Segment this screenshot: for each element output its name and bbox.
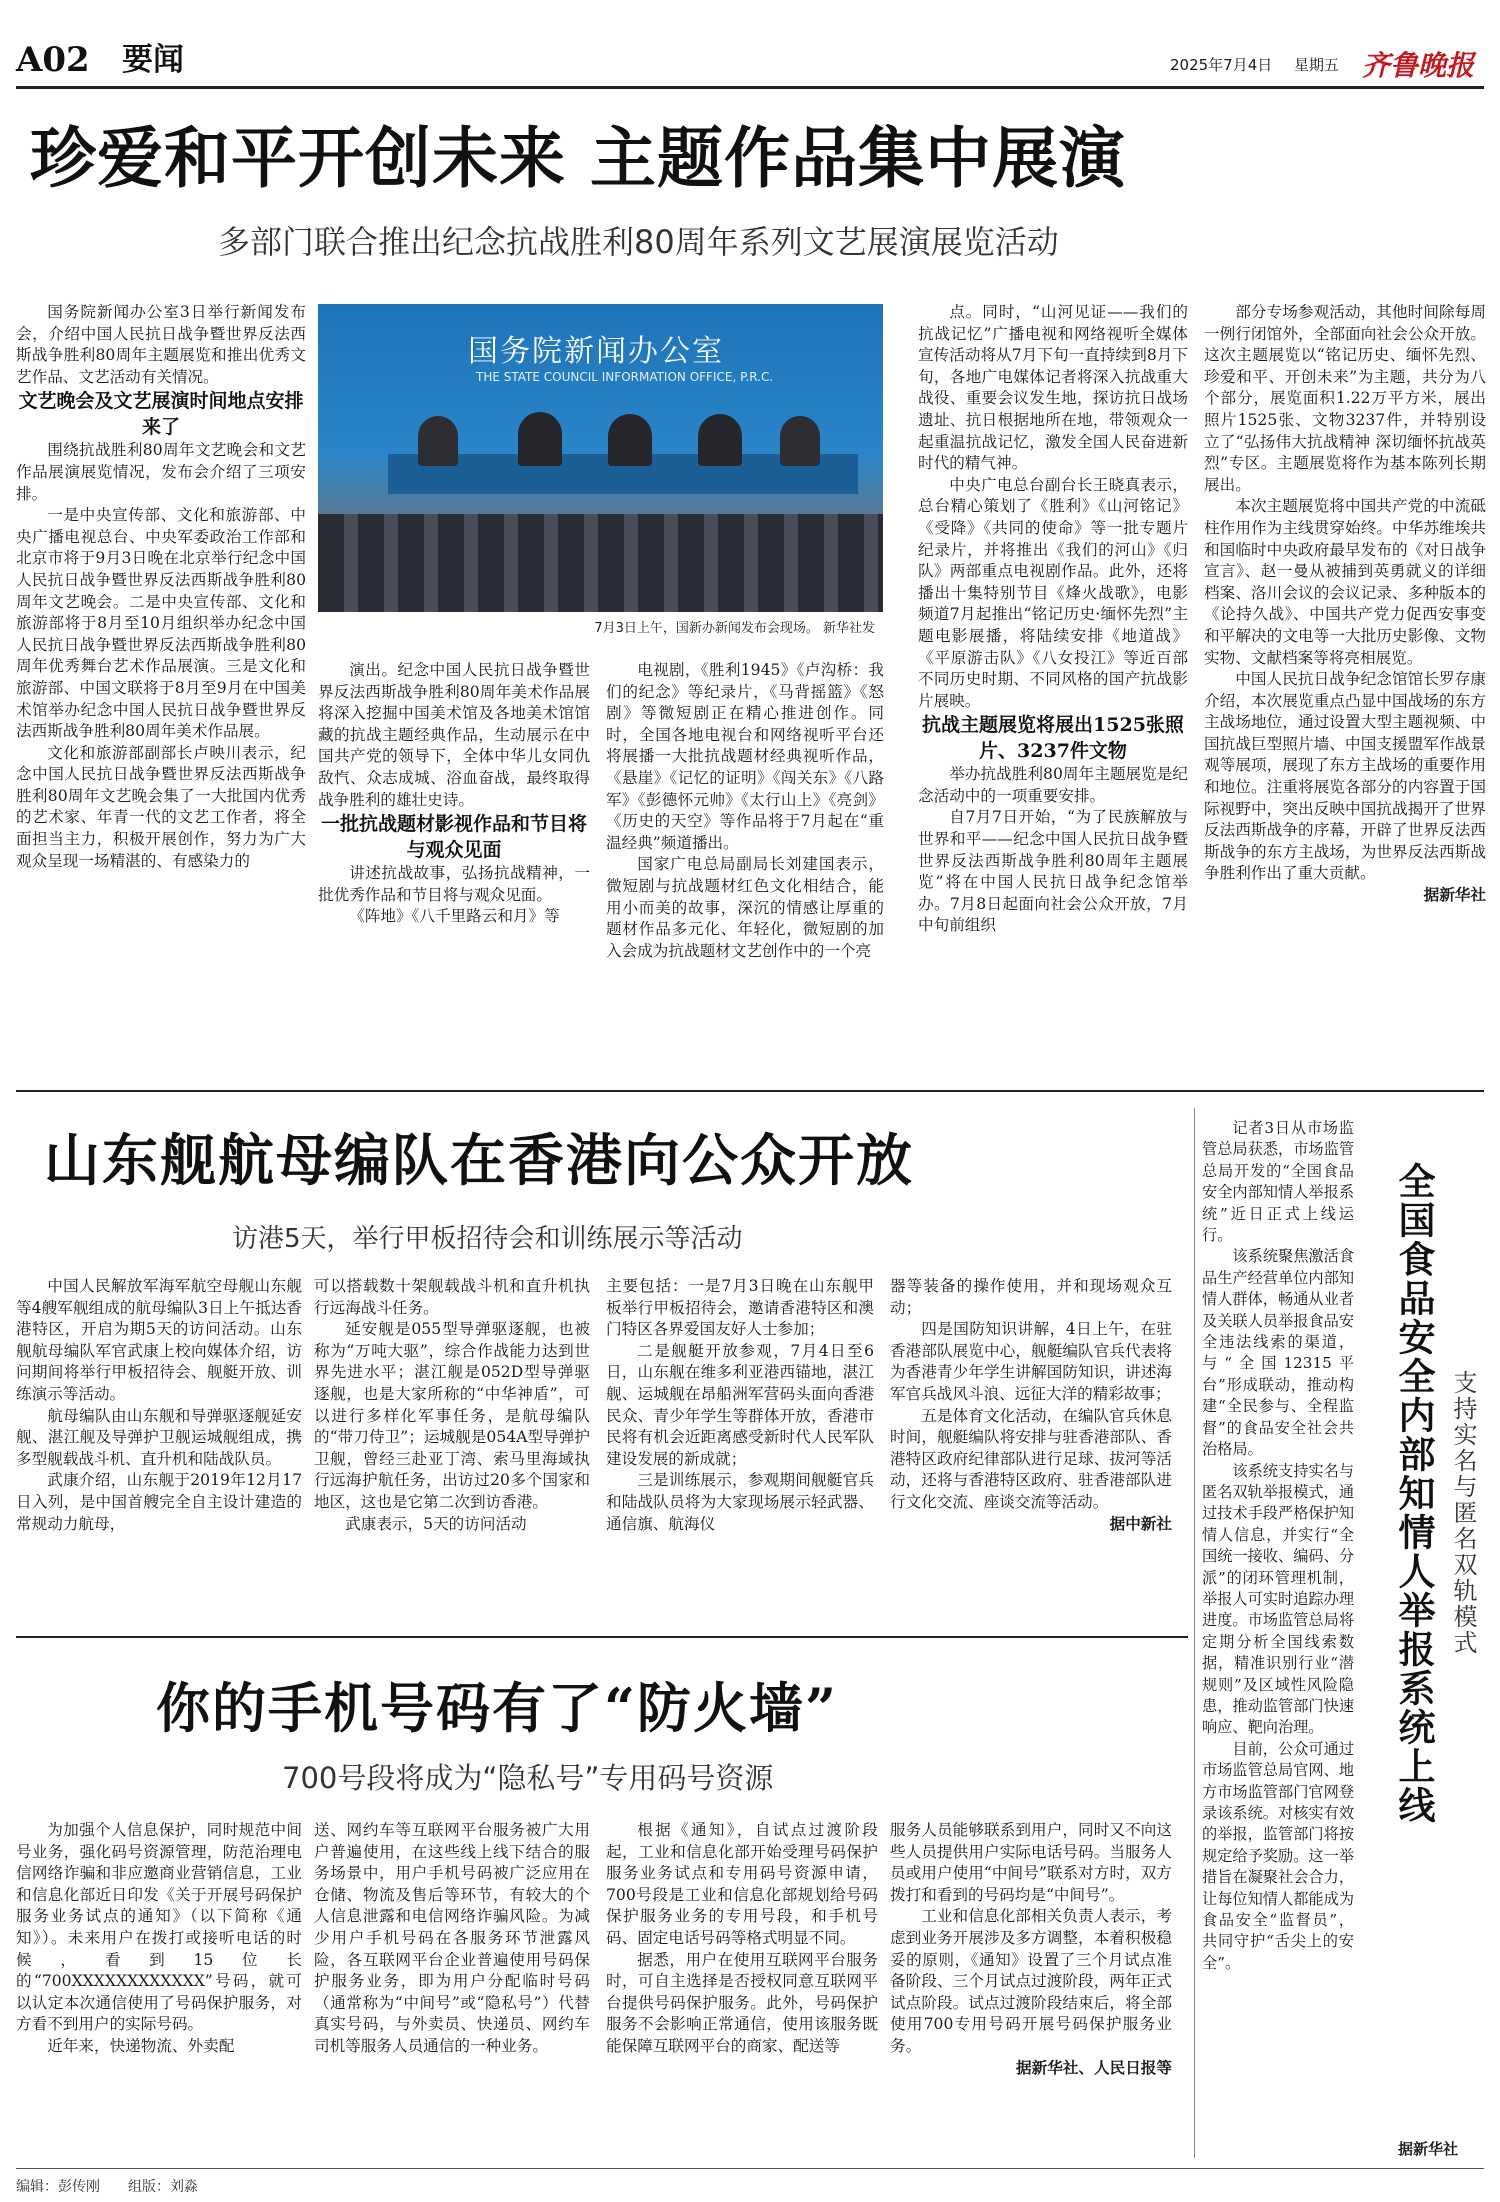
paragraph: 四是国防知识讲解，4日上午，在驻香港部队展览中心，舰艇编队官兵代表将为香港青少年学生讲解国防知识，讲述海军官兵战风斗浪、远征大洋的精彩故事； [890,1320,1172,1403]
paragraph: 武康表示，5天的访问活动 [345,1514,527,1533]
story1-subhead-1: 文艺晚会及文艺展演时间地点安排来了 [18,390,304,439]
paragraph: 为加强个人信息保护，同时规范中间号业务，强化码号资源管理，防范治理电信网络诈骗和非应邀商业营销信息，工业和信息化部近日印发《关于开展号码保护服务业务试点的通知》（以下简称《通知》）。未来用户在拨打或接听电话的时候，看到15位长的“700XXXXXXXXXXXX”号码，就可以认定本次通信使用了号码保护服务，对方看不到用户的实际号码。 [16,1821,302,2034]
paragraph: 三是训练展示，参观期间舰艇官兵和陆战队员将为大家现场展示轻武器、通信旗、航海仪 [606,1471,874,1533]
story3-col2 [314,1820,590,2162]
paragraph: 工业和信息化部相关负责人表示，考虑到业务开展涉及多方调整，本着积极稳妥的原则，《通知》设置了三个月试点准备阶段、三个月试点过渡阶段，两年正式试点阶段。试点过渡阶段结束后，将全部使用700专用号码开展号码保护服务业务。 [890,1907,1172,2055]
paragraph: 二是舰艇开放参观，7月4日至6日，山东舰在维多利亚港西锚地，湛江舰、运城舰在昂船洲军营码头面向香港民众、青少年学生等群体开放，香港市民将有机会近距离感受新时代人民军队建设发展的新成就； [606,1341,874,1468]
paragraph: 本次主题展览将中国共产党的中流砥柱作用作为主线贯穿始终。中华苏维埃共和国临时中央政府最早发布的《对日战争宣言》、赵一曼从被捕到英勇就义的详细档案、洛川会议的会议记录、多种版本的《论持久战》、中国共产党力促西安事变和平解决的文电等一大批历史影像、文物实物、文献档案等将亮相展览。 [1204,497,1486,667]
paragraph: 点。同时，“山河见证——我们的抗战记忆”广播电视和网络视听全媒体宣传活动将从7月下旬一直持续到8月下旬，各地广电媒体记者将深入抗战重大战役、重要会议发生地，探访抗日战场遗址、抗日根据地所在地，带领观众一起重温抗战记忆，激发全国人民奋进新时代的精气神。 [918,303,1188,473]
paragraph: 国务院新闻办公室3日举行新闻发布会，介绍中国人民抗日战争暨世界反法西斯战争胜利80周年主题展览和推出优秀文艺作品、文艺活动有关情况。 [16,303,306,386]
paragraph: 延安舰是055型导弹驱逐舰，也被称为“万吨大驱”，综合作战能力达到世界先进水平；湛江舰是052D型导弹驱逐舰，也是大家所称的“中华神盾”，可以进行多样化军事任务，是航母编队的“带刀侍卫”；运城舰是054A型导弹护卫舰，曾经三赴亚丁湾、索马里海域执行远海护航任务，出访过20多个国家和地区，这也是它第二次到访香港。 [314,1320,590,1511]
story2-col1 [16,1276,302,1622]
issue-date: 2025年7月4日 [1170,56,1273,74]
paragraph: 电视剧，《胜利1945》《卢沟桥：我们的纪念》等纪录片，《马背摇篮》《怒剧》等微短剧正在精心推进创作。同时，全国各地电视台和网络视听平台还将展播一大批抗战题材经典视听作品，《悬崖》《记忆的证明》《闯关东》《八路军》《彭德怀元帅》《太行山上》《亮剑》《历史的天空》等作品将于7月起在“重温经典”频道播出。 [606,661,884,852]
paragraph: 目前，公众可通过市场监管总局官网、地方市场监管部门官网登录该系统。对核实有效的举报，监管部门将按规定给予奖励。这一举措旨在凝聚社会合力，让每位知情人都能成为食品安全“监督员”，共同守护“舌尖上的安全”。 [1202,1739,1354,1972]
story2-headline: 山东舰航母编队在香港向公众开放 [44,1128,914,1194]
paragraph: 记者3日从市场监管总局获悉，市场监管总局开发的“全国食品安全内部知情人举报系统”近日正式上线运行。 [1202,1119,1354,1245]
paragraph: 举办抗战胜利80周年主题展览是纪念活动中的一项重要安排。 [918,765,1188,805]
photo-banner-cn: 国务院新闻办公室 [468,334,724,369]
photo-banner-en: THE STATE COUNCIL INFORMATION OFFICE, P.R.C. [476,370,774,384]
footer-rule [16,2168,1484,2169]
masthead-rule [16,86,1484,89]
story4-body [1202,1118,1354,2134]
story3-source: 据新华社、人民日报等 [1016,2058,1172,2077]
paragraph: 中央广电总台副台长王晓真表示，总台精心策划了《胜利》《山河铭记》《受降》《共同的使命》等一批专题片纪录片，并将推出《我们的河山》《归队》两部重点电视剧作品。此外，还将播出十集特别节目《烽火战歌》，电影频道7月起推出“铭记历史·缅怀先烈”主题电影展播，将陆续安排《地道战》《平原游击队》《八女投江》等近百部不同历史时期、不同风格的国产抗战影片展映。 [918,475,1188,710]
story1-subhead-3: 抗战主题展览将展出1525张照片、3237件文物 [922,714,1184,763]
story1-col3 [606,660,884,1076]
issue-weekday: 星期五 [1294,56,1340,74]
paragraph: 自7月7日开始，“为了民族解放与世界和平——纪念中国人民抗日战争暨世界反法西斯战争胜利80周年主题展览”将在中国人民抗日战争纪念馆举办。7月8日起面向社会公众开放，7月中旬前组织 [918,808,1188,935]
story3-headline: 你的手机号码有了“防火墙” [156,1676,839,1740]
paragraph: 该系统聚焦激活食品生产经营单位内部知情人群体，畅通从业者及关联人员举报食品安全违法线索的渠道，与“全国12315平台”形成联动，推动构建“全民参与、全程监督”的食品安全社会共治格局。 [1202,1247,1354,1459]
story1-source: 据新华社 [1423,886,1486,905]
section-divider [16,1636,1188,1638]
footer-editor: 编辑：彭传刚 [16,2179,100,2195]
paragraph: 器等装备的操作使用，并和现场观众互动； [890,1277,1172,1317]
paragraph: 服务人员能够联系到用户，同时又不向这些人员提供用户实际电话号码。当服务人员或用户使用“中间号”联系对方时，双方拨打和看到的号码均是“中间号”。 [890,1821,1172,1904]
paragraph: 根据《通知》，自试点过渡阶段起，工业和信息化部开始受理号码保护服务业务试点和专用码号资源申请，700号段是工业和信息化部规划给号码保护服务业务的专用号段，和手机号码、固定电话号码等格式明显不同。 [606,1821,878,1947]
paragraph: 主要包括：一是7月3日晚在山东舰甲板举行甲板招待会，邀请香港特区和澳门特区各界爱国友好人士参加； [606,1277,874,1339]
speaker-figure [418,416,458,466]
paragraph: 航母编队由山东舰和导弹驱逐舰延安舰、湛江舰及导弹护卫舰运城舰组成，携多型舰载战斗机、直升机和陆战队员。 [16,1406,302,1468]
story3-col3 [606,1820,878,2162]
story2-subheadline: 访港5天，举行甲板招待会和训练展示等活动 [232,1224,743,1254]
column-divider [1194,1108,1195,2158]
press-conference-photo [318,304,883,640]
story3-col4 [890,1820,1172,2162]
section-divider [16,1090,1484,1092]
paragraph: 中国人民抗日战争纪念馆馆长罗存康介绍，本次展览重点凸显中国战场的东方主战场地位，通过设置大型主题视频、中国抗战巨型照片墙、中国支援盟军作战景观等展项，展现了东方主战场的重要作用和地位。注重将展览各部分的内容置于国际视野中，突出反映中国抗战揭开了世界反法西斯战争的序幕，开辟了世界反法西斯战争的东方主战场，为世界反法西斯战争胜利作出了重大贡献。 [1204,670,1486,883]
story1-col2 [318,660,590,1076]
story4-source: 据新华社 [1398,2140,1459,2158]
paragraph: 一是中央宣传部、文化和旅游部、中央广播电视总台、中央军委政治工作部和北京市将于9月3日晚在北京举行纪念中国人民抗日战争暨世界反法西斯战争胜利80周年文艺晚会。二是中央宣传部、文化和旅游部将于8月至10月组织举办纪念中国人民抗日战争暨世界反法西斯战争胜利80周年优秀舞台艺术作品展演。三是文化和旅游部、中国文联将于8月至9月在中国美术馆举办纪念中国人民抗日战争暨世界反法西斯战争胜利80周年美术作品展。 [16,506,306,741]
story1-col5 [1204,302,1486,1076]
paragraph: 该系统支持实名与匿名双轨举报模式，通过技术手段严格保护知情人信息，并实行“全国统一接收、编码、分派”的闭环管理机制，举报人可实时追踪办理进度。市场监管总局将定期分析全国线索数据，精准识别行业“潜规则”及区域性风险隐患，推动监管部门快速响应、靶向治理。 [1202,1461,1354,1737]
paragraph: 据悉，用户在使用互联网平台服务时，可自主选择是否授权同意互联网平台提供号码保护服务。此外，号码保护服务不会影响正常通信，使用该服务既能保障互联网平台的商家、配送等 [606,1950,878,2055]
paragraph: 围绕抗战胜利80周年文艺晚会和文艺作品展演展览情况，发布会介绍了三项安排。 [16,441,306,503]
paragraph: 武康介绍，山东舰于2019年12月17日入列，是中国首艘完全自主设计建造的常规动力航母， [16,1471,302,1533]
paragraph: 《阵地》《八千里路云和月》等 [349,907,560,926]
speaker-figure [780,416,820,466]
paragraph: 文化和旅游部副部长卢映川表示，纪念中国人民抗日战争暨世界反法西斯战争胜利80周年文艺晚会集了一大批国内优秀的艺术家、年青一代的文艺工作者，将全面担当主力，积极开展创作，努力为广大观众呈现一场精湛的、有感染力的 [16,743,306,870]
story2-col4 [890,1276,1172,1622]
photo-caption: 7月3日上午，国新办新闻发布会现场。 新华社发 [318,612,883,640]
paragraph: 演出。纪念中国人民抗日战争暨世界反法西斯战争胜利80周年美术作品展将深入挖掘中国美术馆及各地美术馆馆藏的抗战主题经典作品，生动展示在中国共产党的领导下，全体中华儿女同仇敌忾、众志成城、浴血奋战，最终取得战争胜利的雄壮史诗。 [318,661,590,809]
paragraph: 近年来，快递物流、外卖配 [47,2036,235,2055]
paper-logo: 齐鲁晚报 [1362,49,1475,82]
paragraph: 送、网约车等互联网平台服务被广大用户普遍使用，在这些线上线下结合的服务场景中，用户手机号码被广泛应用在仓储、物流及售后等环节，有较大的个人信息泄露和电信网络诈骗风险。为减少用户手机号码在各服务环节泄露风险，各互联网平台企业普遍使用号码保护服务业务，即为用户分配临时号码（通常称为“中间号”或“隐私号”）代替真实号码，与外卖员、快递员、网约车司机等服务人员通信的一种业务。 [314,1821,590,2055]
speaker-figure [608,414,652,466]
story1-col1 [16,302,306,1076]
paragraph: 部分专场参观活动，其他时间除每周一例行闭馆外，全部面向社会公众开放。这次主题展览以“铭记历史、缅怀先烈、珍爱和平、开创未来”为主题，共分为八个部分，展览面积1.22万平方米，展出照片1525张、文物3237件，并特别设立了“弘扬伟大抗战精神 深切缅怀抗战英烈”专区。主题展览将作为基本陈列长期展出。 [1204,303,1486,494]
story1-subhead-2: 一批抗战题材影视作品和节目将与观众见面 [320,813,587,862]
speaker-figure [698,414,742,466]
section-name: 要闻 [122,42,184,78]
story3-subheadline: 700号段将成为“隐私号”专用码号资源 [282,1761,774,1795]
story1-headline: 珍爱和平开创未来 主题作品集中展演 [30,119,1126,197]
story1-col4 [918,302,1188,1076]
story3-col1 [16,1820,302,2162]
paragraph: 国家广电总局副局长刘建国表示，微短剧与抗战题材红色文化相结合，能用小而美的故事，深沉的情感让厚重的题材作品多元化、年轻化，微短剧的加入会成为抗战题材文艺创作中的一个亮 [606,855,884,960]
footer-layout: 组版：刘淼 [128,2179,198,2195]
page-number: A02 [16,40,90,80]
story1-subheadline: 多部门联合推出纪念抗战胜利80周年系列文艺展演展览活动 [218,223,1059,261]
story2-source: 据中新社 [1109,1514,1172,1533]
story4-subheadline: 支持实名与匿名双轨模式 [1449,1370,1477,1656]
speaker-figure [518,412,562,466]
paragraph: 讲述抗战故事，弘扬抗战精神，一批优秀作品和节目将与观众见面。 [318,864,590,904]
story2-col2 [314,1276,590,1622]
story2-col3 [606,1276,874,1622]
paragraph: 可以搭载数十架舰载战斗机和直升机执行远海战斗任务。 [314,1277,590,1317]
paragraph: 五是体育文化活动，在编队官兵休息时间，舰艇编队将安排与驻香港部队、香港特区政府纪律部队进行足球、拔河等活动，还将与香港特区政府、驻香港部队进行文化交流、座谈交流等活动。 [890,1406,1172,1511]
story4-headline: 全国食品安全内部知情人举报系统上线 [1392,1162,1436,1825]
paragraph: 中国人民解放军海军航空母舰山东舰等4艘军舰组成的航母编队3日上午抵达香港特区，开启为期5天的访问活动。山东舰航母编队军官武康上校向媒体介绍，访问期间将举行甲板招待会、舰艇开放、训练演示等活动。 [16,1277,302,1403]
